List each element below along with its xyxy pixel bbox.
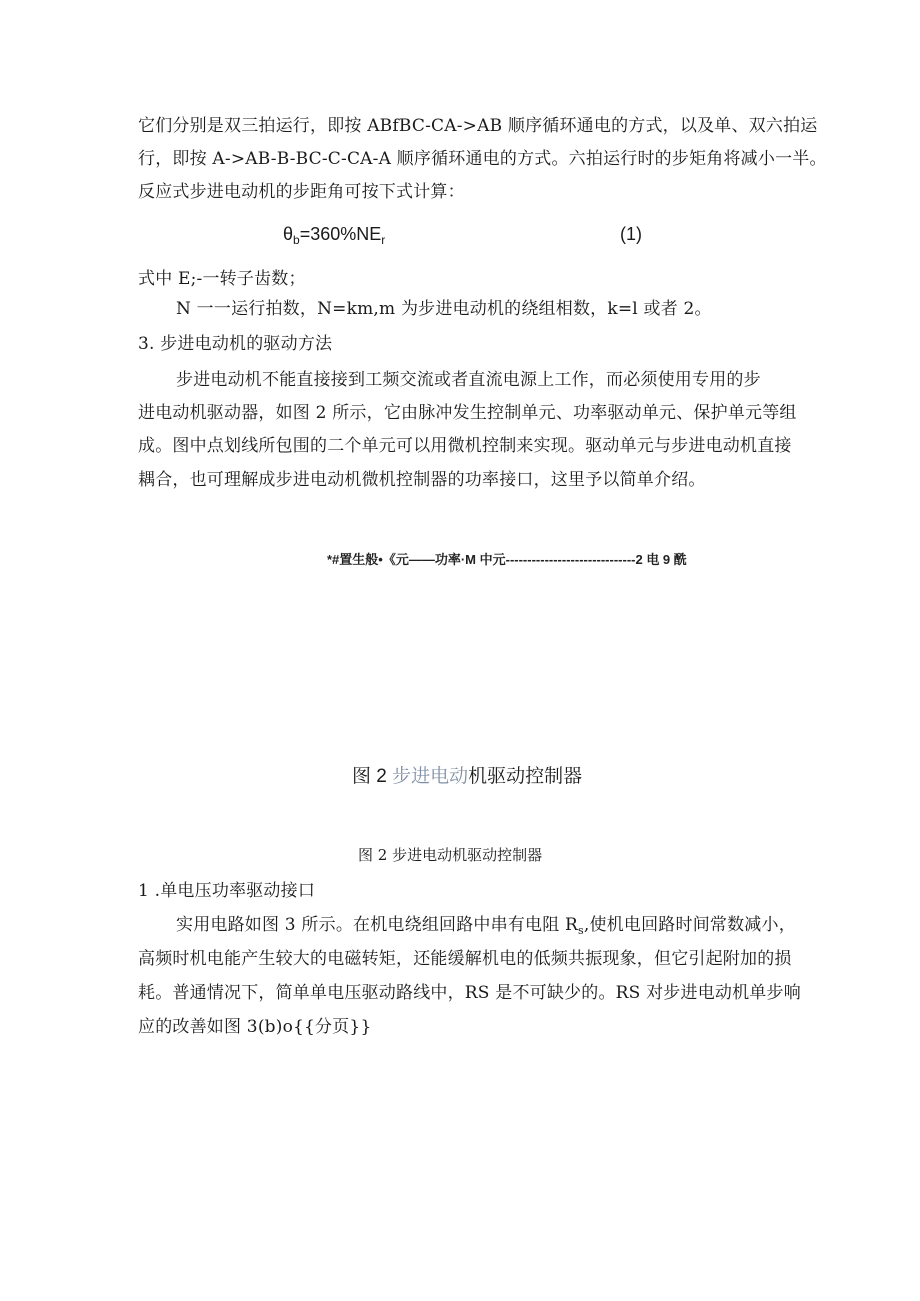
section-heading: 3. 步进电动机的驱动方法 bbox=[138, 334, 333, 354]
formula-theta: θ bbox=[283, 224, 294, 244]
paragraph-line: 步进电动机不能直接接到工频交流或者直流电源上工作，而必须使用专用的步 bbox=[176, 370, 761, 390]
figure-caption-large bbox=[352, 765, 582, 789]
paragraph-line: 成。图中点划线所包围的二个单元可以用微机控制来实现。驱动单元与步进电动机直接 bbox=[138, 436, 792, 456]
paragraph-line: 它们分别是双三拍运行，即按 ABfBC-CA->AB 顺序循环通电的方式，以及单、双六拍运 bbox=[138, 116, 818, 136]
paragraph-line: 耗。普通情况下，简单单电压驱动路线中，RS 是不可缺少的。RS 对步进电动机单步响 bbox=[138, 983, 801, 1003]
paragraph-line: 高频时机电能产生较大的电磁转矩，还能缓解机电的低频共振现象，但它引起附加的损 bbox=[138, 949, 792, 969]
paragraph-line bbox=[176, 914, 796, 942]
formula-theta-subscript: b bbox=[293, 233, 300, 247]
step-angle-formula bbox=[283, 223, 385, 251]
definition-line: 式中 E;-一转子齿数； bbox=[138, 269, 306, 289]
figure-diagram-text: *#置生般•《元——功率·M 中元------------------------------2 电 9 酰 bbox=[327, 552, 687, 567]
paragraph-line: 反应式步进电动机的步距角可按下式计算： bbox=[138, 182, 465, 202]
paragraph-text: ,使机电回路时间常数减小， bbox=[583, 915, 796, 935]
figure-caption-prefix: 图 2 bbox=[352, 766, 393, 787]
figure-caption: 图 2 步进电动机驱动控制器 bbox=[358, 846, 543, 864]
paragraph-line: 行，即按 A->AB-B-BC-C-CA-A 顺序循环通电的方式。六拍运行时的步矩角将减小一半。 bbox=[138, 149, 827, 169]
figure-caption-suffix: 机驱动控制器 bbox=[468, 766, 583, 787]
formula-tail-subscript: r bbox=[381, 233, 386, 247]
formula-number: (1) bbox=[620, 224, 642, 244]
paragraph-line: 应的改善如图 3(b)o{{分页}} bbox=[138, 1017, 372, 1037]
section-heading: 1 .单电压功率驱动接口 bbox=[138, 881, 316, 901]
paragraph-text: 实用电路如图 3 所示。在机电绕组回路中串有电阻 R bbox=[176, 915, 579, 935]
figure-caption-highlight: 步进电动 bbox=[392, 766, 469, 787]
paragraph-line: 进电动机驱动器，如图 2 所示，它由脉冲发生控制单元、功率驱动单元、保护单元等组 bbox=[138, 403, 797, 423]
definition-line: N 一一运行拍数，N=km,m 为步进电动机的绕组相数，k=l 或者 2。 bbox=[176, 299, 712, 319]
formula-body: =360%NE bbox=[299, 224, 382, 244]
paragraph-line: 耦合，也可理解成步进电动机微机控制器的功率接口，这里予以简单介绍。 bbox=[138, 470, 706, 490]
resistor-subscript: s bbox=[578, 924, 584, 937]
